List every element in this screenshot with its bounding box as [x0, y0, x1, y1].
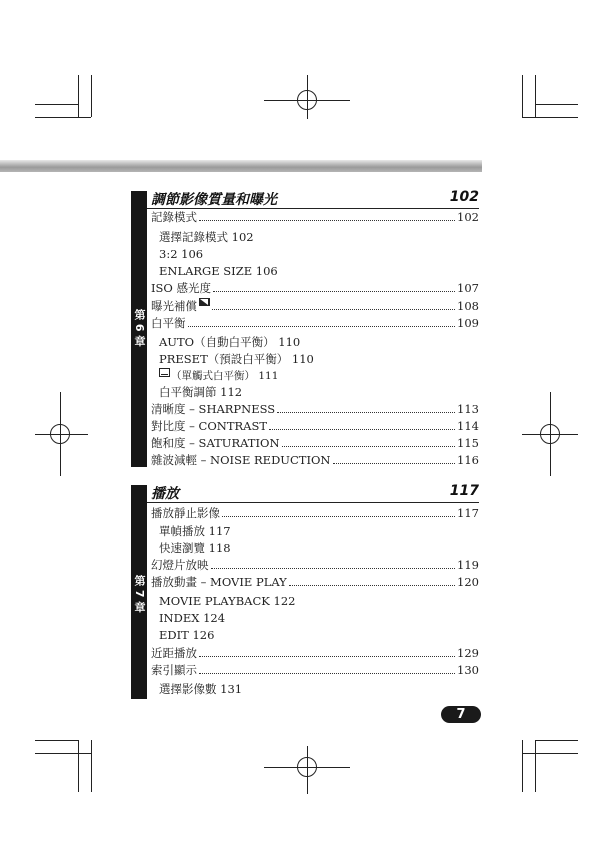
section-header	[147, 191, 479, 209]
section-page: 117	[449, 483, 479, 499]
toc-entry[interactable]: 雜波減輕 – NOISE REDUCTION 116	[151, 453, 479, 467]
exposure-compensation-icon	[199, 298, 210, 306]
toc-entry[interactable]: 清晰度 – SHARPNESS 113	[151, 402, 479, 416]
toc-subentry[interactable]: ENLARGE SIZE 106	[159, 264, 278, 278]
toc-entry[interactable]: 飽和度 – SATURATION 115	[151, 436, 479, 450]
toc-entry[interactable]: ISO 感光度 107	[151, 281, 479, 295]
toc-subentry[interactable]: MOVIE PLAYBACK 122	[159, 594, 296, 608]
toc-subentry[interactable]: 單幀播放 117	[159, 524, 231, 538]
toc-entry[interactable]: 播放動畫 – MOVIE PLAY 120	[151, 575, 479, 589]
section-title: 調節影像質量和曝光	[151, 192, 277, 208]
registration-line	[35, 434, 88, 435]
toc-subentry[interactable]: 選擇影像數 131	[159, 682, 243, 696]
toc-entry[interactable]: 記錄模式 102	[151, 210, 479, 224]
section-page: 102	[449, 189, 479, 205]
crop-mark	[535, 740, 536, 792]
toc-subentry[interactable]: AUTO（自動白平衡） 110	[159, 335, 301, 349]
registration-line	[60, 392, 61, 476]
crop-mark	[35, 117, 91, 118]
toc-subentry[interactable]: EDIT 126	[159, 628, 215, 642]
chapter-6-section	[131, 191, 479, 467]
registration-line	[550, 392, 551, 476]
crop-mark	[35, 740, 78, 741]
crop-mark	[522, 753, 578, 754]
crop-mark	[78, 75, 79, 117]
one-touch-wb-icon	[159, 368, 170, 377]
crop-mark	[522, 740, 523, 792]
toc-entry[interactable]: 近距播放 129	[151, 646, 479, 660]
crop-mark	[535, 104, 578, 105]
section-header	[147, 485, 479, 503]
header-band	[0, 160, 482, 172]
toc-entry[interactable]: 幻燈片放映 119	[151, 558, 479, 572]
toc-entry[interactable]: 曝光補償 108	[151, 299, 479, 313]
toc-subentry[interactable]: （單觸式白平衡） 111	[159, 368, 479, 385]
registration-line	[307, 746, 308, 794]
crop-mark	[35, 104, 78, 105]
crop-mark	[522, 75, 523, 117]
toc-subentry[interactable]: 白平衡調節 112	[159, 385, 243, 399]
toc-entry[interactable]: 白平衡 109	[151, 316, 479, 330]
toc-subentry[interactable]: 快速瀏覽 118	[159, 541, 231, 555]
section-title: 播放	[151, 486, 179, 502]
page-number: 7	[441, 706, 481, 723]
crop-mark	[91, 740, 92, 792]
crop-mark	[91, 75, 92, 117]
chapter-label: 第 7 章	[133, 575, 146, 613]
toc-subentry[interactable]: 選擇記錄模式 102	[159, 230, 254, 244]
chapter-7-section	[131, 485, 479, 699]
toc-entry[interactable]: 索引顯示 130	[151, 663, 479, 677]
crop-mark	[535, 740, 578, 741]
toc-subentry[interactable]: INDEX 124	[159, 611, 226, 625]
toc-subentry[interactable]: PRESET（預設白平衡） 110	[159, 352, 314, 366]
crop-mark	[522, 117, 578, 118]
toc-subentry[interactable]: 3:2 106	[159, 247, 204, 261]
crop-mark	[35, 753, 91, 754]
crop-mark	[535, 75, 536, 117]
chapter-label: 第 6 章	[133, 309, 146, 347]
crop-mark	[78, 740, 79, 792]
registration-line	[307, 75, 308, 119]
toc-entry[interactable]: 播放靜止影像 117	[151, 506, 479, 520]
toc-entry[interactable]: 對比度 – CONTRAST 114	[151, 419, 479, 433]
